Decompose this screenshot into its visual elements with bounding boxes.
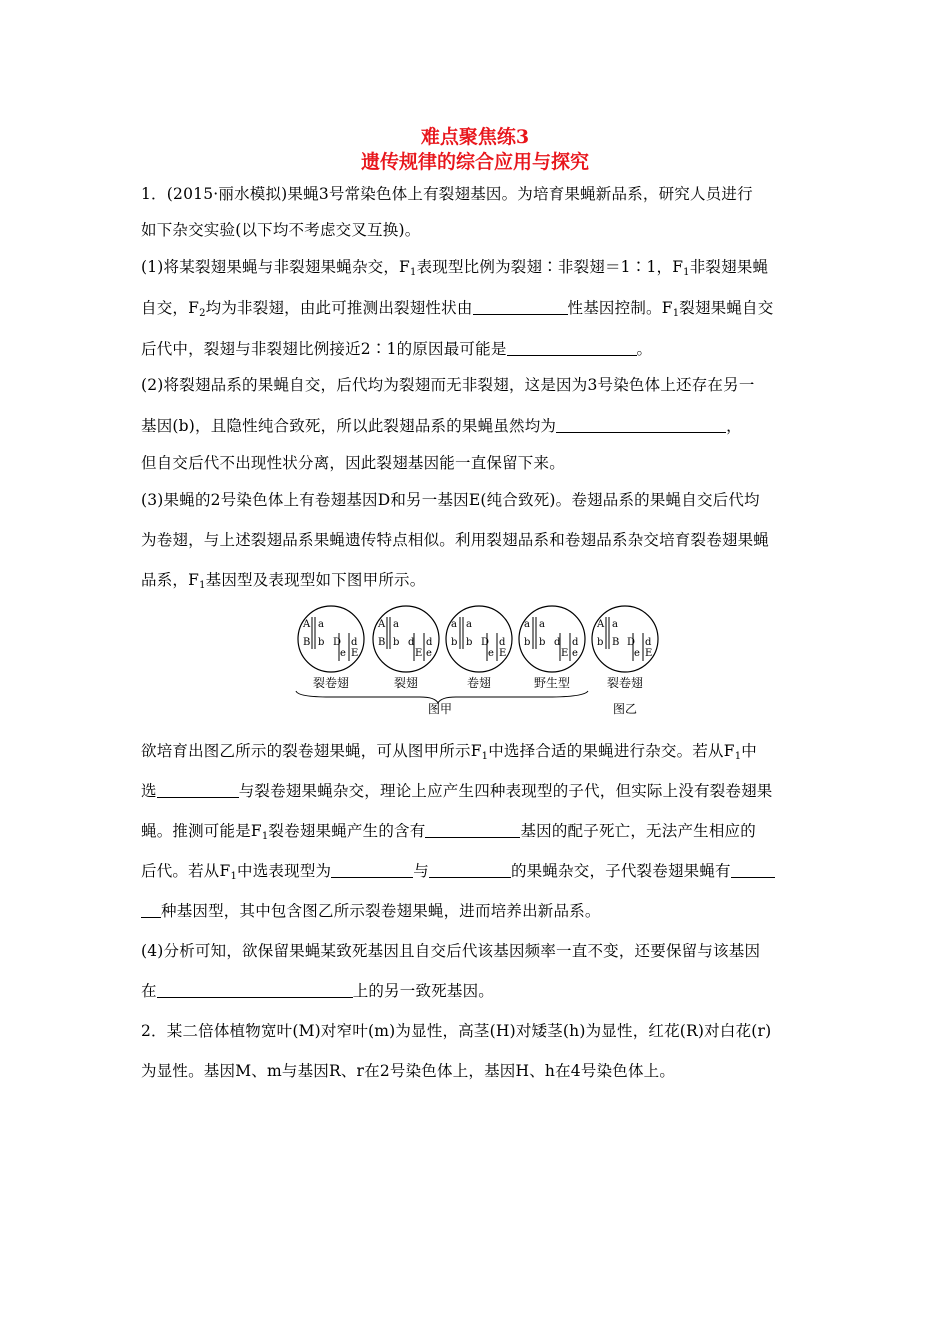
- q1-part3-line-6: 蝇。推测可能是$F_1$裂卷翅果蝇产生的含有 基因的配子死亡，无法产生相应的: [141, 822, 756, 842]
- q1-part4-line-1: (4)分析可知，欲保留果蝇某致死基因且自交后代该基因频率一直不变，还要保留与该基因: [141, 942, 761, 960]
- figure-b-label: 图乙: [612, 702, 638, 715]
- gene-label: E: [645, 648, 653, 659]
- gene-label: B: [378, 637, 386, 648]
- gene-label: D: [481, 637, 490, 648]
- q2-line-2: 为显性。基因M、m与基因R、r在2号染色体上，基因H、h在4号染色体上。: [141, 1062, 676, 1080]
- q1-part2-line-2: 基因(b)，且隐性纯合致死，所以此裂翅品系的果蝇虽然均为 ，: [141, 417, 742, 435]
- gene-label: e: [634, 648, 640, 659]
- q1-line-2: 如下杂交实验(以下均不考虑交叉互换)。: [141, 221, 421, 239]
- page-subtitle: 遗传规律的综合应用与探究: [360, 151, 589, 173]
- phenotype-label: 裂卷翅: [312, 676, 350, 690]
- q2-line-1: 2．某二倍体植物宽叶(M)对窄叶(m)为显性，高茎(H)对矮茎(h)为显性，红花(R)对白花(r): [141, 1022, 772, 1040]
- q1-part3-line-1: (3)果蝇的2号染色体上有卷翅基因D和另一基因E(纯合致死)。卷翅品系的果蝇自交后代均: [141, 491, 760, 509]
- q1-part3-line-8: 种基因型，其中包含图乙所示裂卷翅果蝇，进而培养出新品系。: [141, 899, 601, 921]
- q1-part1-line-2: 自交，$F_2$均为非裂翅，由此可推测出裂翅性状由 性基因控制。$F_1$裂翅果蝇自交: [141, 299, 774, 319]
- gene-label: e: [426, 648, 432, 659]
- q1-part3-line-3: 品系，$F_1$基因型及表现型如下图甲所示。: [141, 571, 426, 591]
- gene-label: a: [612, 619, 618, 630]
- gene-label: A: [378, 619, 386, 630]
- gene-label: a: [451, 619, 457, 630]
- gene-label: b: [451, 637, 458, 648]
- gene-label: a: [393, 619, 399, 630]
- phenotype-label: 野生型: [533, 676, 571, 690]
- gene-label: d: [426, 637, 433, 648]
- gene-label: b: [393, 637, 400, 648]
- gene-label: e: [340, 648, 346, 659]
- answer-blank[interactable]: [731, 863, 775, 878]
- gene-label: b: [524, 637, 531, 648]
- gene-label: d: [554, 637, 561, 648]
- gene-label: a: [466, 619, 472, 630]
- gene-label: a: [524, 619, 530, 630]
- gene-label: B: [303, 637, 311, 648]
- q1-part2-line-1: (2)将裂翅品系的果蝇自交，后代均为裂翅而无非裂翅，这是因为3号染色体上还存在另一: [141, 376, 755, 394]
- gene-label: a: [539, 619, 545, 630]
- gene-label: E: [415, 648, 423, 659]
- gene-label: D: [333, 637, 342, 648]
- q1-part1-line-1: (1)将某裂翅果蝇与非裂翅果蝇杂交，$F_1$表现型比例为裂翅∶非裂翅＝1∶1，$F_1$非裂翅果蝇: [141, 258, 769, 278]
- genotype-figure: [290, 603, 670, 715]
- gene-label: d: [499, 637, 506, 648]
- gene-label: d: [572, 637, 579, 648]
- gene-label: b: [466, 637, 473, 648]
- figure-a-label: 图甲: [427, 702, 453, 715]
- phenotype-label: 裂翅: [393, 676, 419, 690]
- answer-blank[interactable]: [141, 903, 161, 918]
- gene-label: A: [597, 619, 605, 630]
- gene-label: d: [645, 637, 652, 648]
- q1-part2-line-3: 但自交后代不出现性状分离，因此裂翅基因能一直保留下来。: [141, 454, 565, 472]
- answer-blank[interactable]: [425, 823, 520, 838]
- q1-part3-line-4: 欲培育出图乙所示的裂卷翅果蝇，可从图甲所示$F_1$中选择合适的果蝇进行杂交。若从$F_1$中: [141, 742, 757, 762]
- phenotype-label: 裂卷翅: [606, 676, 644, 690]
- gene-label: A: [303, 619, 311, 630]
- answer-blank[interactable]: [331, 863, 413, 878]
- answer-blank[interactable]: [157, 783, 239, 798]
- gene-label: D: [627, 637, 636, 648]
- q1-part3-line-7: 后代。若从$F_1$中选表现型为 与 的果蝇杂交，子代裂卷翅果蝇有: [141, 859, 775, 881]
- answer-blank[interactable]: [556, 418, 726, 433]
- gene-label: b: [318, 637, 325, 648]
- page-title: 难点聚焦练3: [420, 126, 530, 148]
- q1-part4-line-2: 在 上的另一致死基因。: [141, 982, 495, 1000]
- gene-label: a: [318, 619, 324, 630]
- gene-label: E: [351, 648, 359, 659]
- phenotype-label: 卷翅: [466, 676, 492, 690]
- answer-blank[interactable]: [429, 863, 511, 878]
- gene-label: b: [597, 637, 604, 648]
- q1-line-1: 1．(2015·丽水模拟)果蝇3号常染色体上有裂翅基因。为培育果蝇新品系，研究人员进行: [141, 185, 753, 203]
- gene-label: e: [488, 648, 494, 659]
- q1-part1-line-3: 后代中，裂翅与非裂翅比例接近2∶1的原因最可能是 。: [141, 340, 653, 358]
- gene-label: d: [351, 637, 358, 648]
- gene-label: E: [561, 648, 569, 659]
- answer-blank[interactable]: [157, 983, 353, 998]
- answer-blank[interactable]: [473, 300, 568, 315]
- gene-label: E: [499, 648, 507, 659]
- q1-part3-line-2: 为卷翅，与上述裂翅品系果蝇遗传特点相似。利用裂翅品系和卷翅品系杂交培育裂卷翅果蝇: [141, 531, 770, 549]
- gene-label: b: [539, 637, 546, 648]
- gene-label: B: [612, 637, 620, 648]
- gene-label: d: [408, 637, 415, 648]
- gene-label: e: [572, 648, 578, 659]
- q1-part3-line-5: 选 与裂卷翅果蝇杂交，理论上应产生四种表现型的子代，但实际上没有裂卷翅果: [141, 782, 773, 800]
- answer-blank[interactable]: [507, 341, 637, 356]
